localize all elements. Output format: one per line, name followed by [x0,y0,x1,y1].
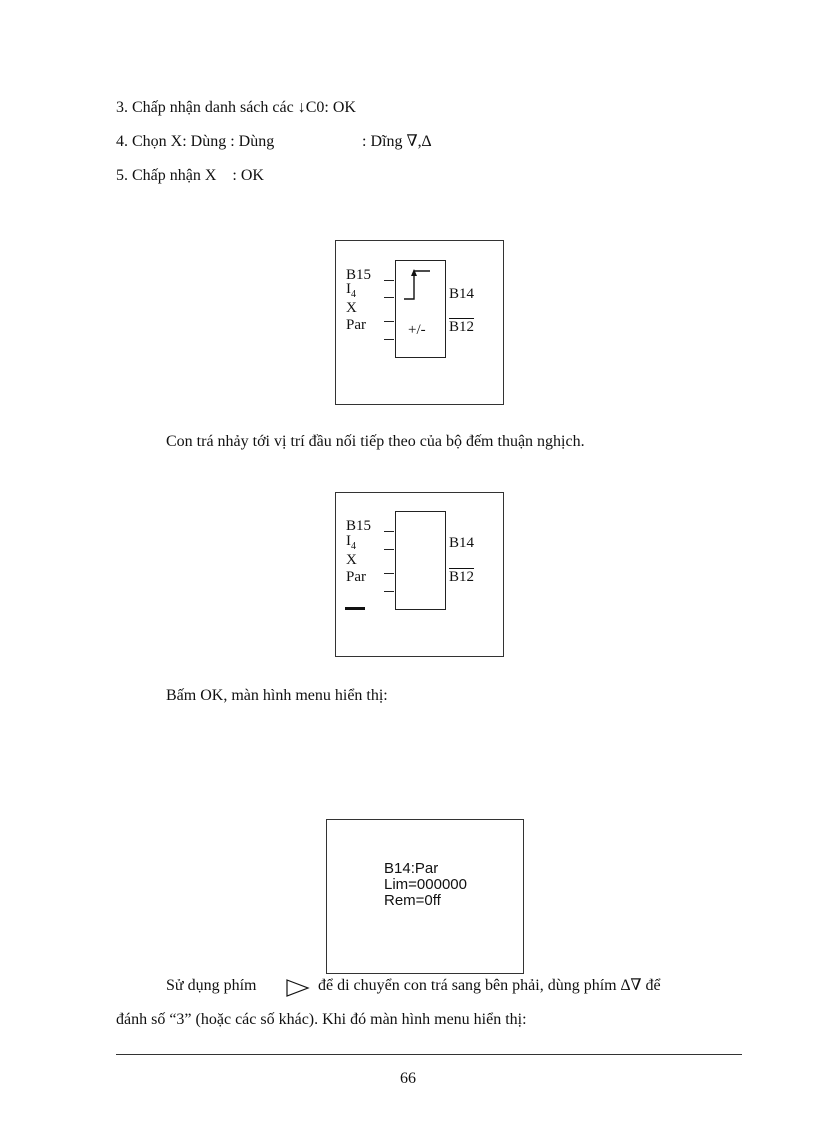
display-box-2 [335,492,504,657]
page-number: 66 [400,1070,416,1087]
para-line-2: đánh số “3” (hoặc các số khác). Khi đó màn hình menu hiển thị: [116,1011,527,1028]
output-label-b14: B14 [449,286,475,302]
input-label-x: X [346,300,357,316]
display-box-1 [335,240,504,405]
menu-line-2: Lim=000000 [384,876,467,893]
step-5: 5. Chấp nhận X : OK [116,167,264,184]
function-label: +/- [408,322,426,338]
output-label-b12: B12 [449,319,475,335]
caption-1: Con trá nhảy tới vị trí đầu nối tiếp theo của bộ đếm thuận nghịch. [166,433,585,450]
step-4-hint: : Dĩng ∇,∆ [362,133,432,150]
menu-display [326,819,524,974]
input-label-i4: $I_4$ [346,281,356,300]
input-label-b15: B15 [346,267,372,283]
output-label-b12: B12 [449,569,475,585]
para-text-1: Sử dụng phím [166,977,257,994]
output-label-b14: B14 [449,535,475,551]
function-block-1 [395,260,446,358]
up-edge-arrow-icon [402,267,434,301]
footer-rule [116,1054,742,1055]
input-label-par: Par [346,569,366,585]
menu-line-3: Rem=0ff [384,892,441,909]
input-label-x: X [346,552,357,568]
function-block-2 [395,511,446,610]
para-text-2: để di chuyển con trá sang bên phải, dùng phím ∆∇ để [318,977,661,994]
step-3: 3. Chấp nhận danh sách các ↓C0: OK [116,99,356,116]
cursor-bar [345,607,365,610]
caption-2: Bấm OK, màn hình menu hiển thị: [166,687,388,704]
right-triangle-key-icon [285,978,311,998]
input-label-par: Par [346,317,366,333]
input-label-i4: $I_4$ [346,533,356,552]
step-4: 4. Chọn X: Dùng : Dùng [116,133,275,150]
input-label-b15: B15 [346,518,372,534]
menu-line-1: B14:Par [384,860,439,877]
